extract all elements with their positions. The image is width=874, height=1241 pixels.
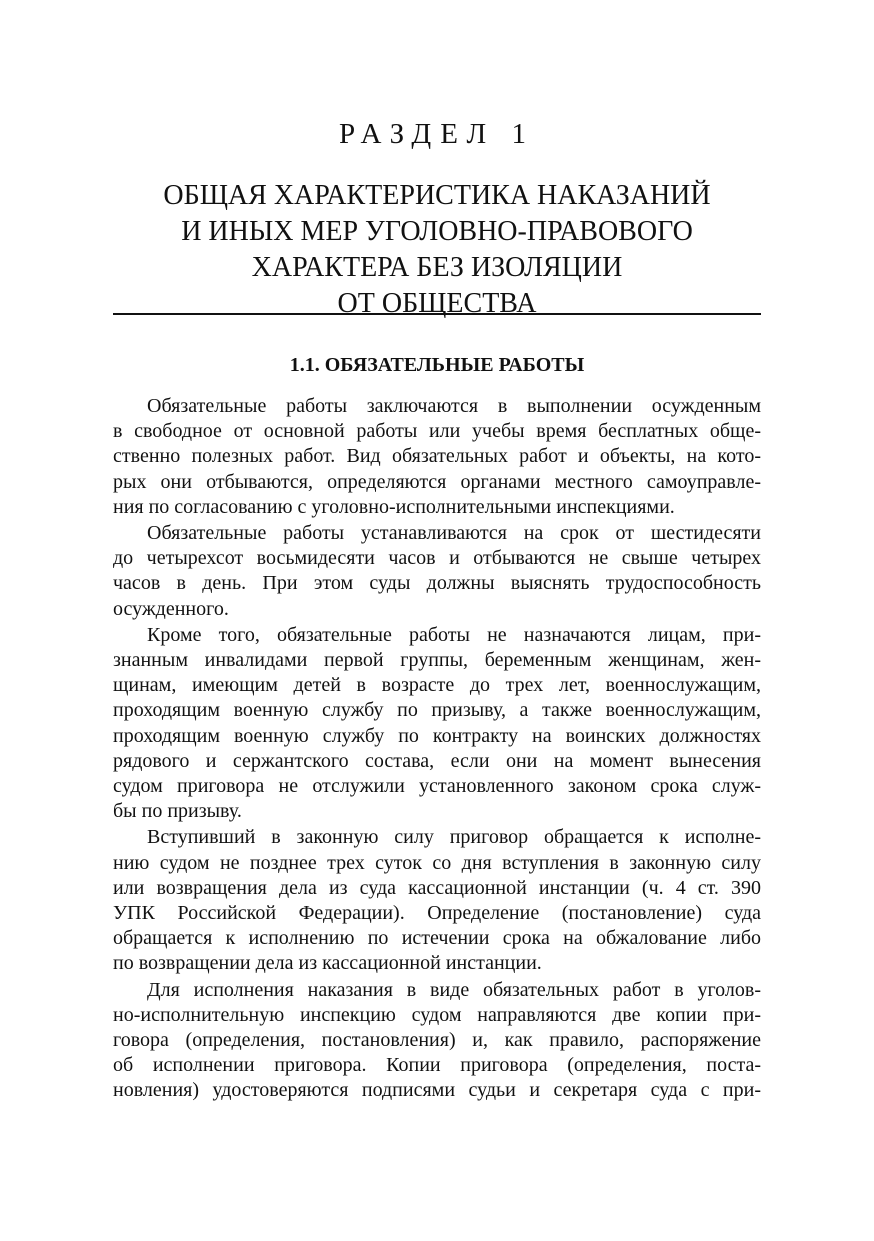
text-line: Вступивший в законную силу приговор обращается к исполне-	[147, 826, 761, 849]
text-line: бы по призыву.	[113, 800, 242, 823]
section-title-line: ХАРАКТЕРА БЕЗ ИЗОЛЯЦИИ	[251, 252, 623, 283]
section-label: РАЗДЕЛ 1	[339, 118, 535, 150]
text-line: Обязательные работы устанавливаются на срок от шестидесяти	[147, 522, 761, 545]
text-line: новления) удостоверяются подписями судьи и секретаря суда с при-	[113, 1079, 761, 1102]
body-text	[113, 394, 761, 1104]
text-line: по возвращении дела из кассационной инстанции.	[113, 952, 542, 975]
text-line: знанным инвалидами первой группы, беременным женщинам, жен-	[113, 649, 761, 672]
text-line: ния по согласованию с уголовно-исполнительными инспекциями.	[113, 495, 675, 518]
text-line: рядового и сержантского состава, если они на момент вынесения	[113, 749, 761, 772]
paragraph	[113, 825, 761, 976]
text-line: Кроме того, обязательные работы не назначаются лицам, при-	[147, 623, 761, 646]
text-line: говора (определения, постановления) и, как правило, распоряжение	[113, 1029, 761, 1052]
text-line: судом приговора не отслужили установленного законом срока служ-	[113, 775, 761, 798]
text-line: проходящим военную службу по контракту на воинских должностях	[113, 724, 761, 747]
section-title-line: И ИНЫХ МЕР УГОЛОВНО-ПРАВОВОГО	[181, 216, 693, 247]
paragraph	[113, 394, 761, 520]
text-line: УПК Российской Федерации). Определение (постановление) суда	[113, 902, 761, 925]
text-line: нию судом не позднее трех суток со дня вступления в законную силу	[113, 851, 761, 874]
text-line: рых они отбываются, определяются органами местного самоуправле-	[113, 470, 761, 493]
text-line: щинам, имеющим детей в возрасте до трех лет, военнослужащим,	[113, 674, 761, 697]
text-line: или возвращения дела из суда кассационной инстанции (ч. 4 ст. 390	[113, 876, 761, 899]
section-title	[113, 178, 761, 322]
text-line: до четырехсот восьмидесяти часов и отбываются не свыше четырех	[113, 547, 761, 570]
text-line: обращается к исполнению по истечении срока на обжалование либо	[113, 927, 761, 950]
paragraph	[113, 978, 761, 1104]
section-title-line: ОТ ОБЩЕСТВА	[337, 288, 537, 319]
text-line: но-исполнительную инспекцию судом направляются две копии при-	[113, 1003, 761, 1026]
text-line: осужденного.	[113, 597, 229, 620]
paragraph	[113, 521, 761, 622]
section-title-line: ОБЩАЯ ХАРАКТЕРИСТИКА НАКАЗАНИЙ	[163, 180, 711, 211]
title-divider	[113, 313, 761, 315]
paragraph	[113, 623, 761, 825]
text-line: часов в день. При этом суды должны выяснять трудоспособность	[113, 572, 761, 595]
text-line: проходящим военную службу по призыву, а также военнослужащим,	[113, 699, 761, 722]
text-line: ственно полезных работ. Вид обязательных работ и объекты, на кото-	[113, 445, 761, 468]
text-line: в свободное от основной работы или учебы время бесплатных обще-	[113, 420, 761, 443]
text-line: Обязательные работы заключаются в выполнении осужденным	[147, 395, 761, 417]
text-line: об исполнении приговора. Копии приговора (определения, поста-	[113, 1054, 761, 1077]
subsection-heading: 1.1. ОБЯЗАТЕЛЬНЫЕ РАБОТЫ	[289, 354, 585, 376]
text-line: Для исполнения наказания в виде обязательных работ в уголов-	[147, 978, 761, 1001]
